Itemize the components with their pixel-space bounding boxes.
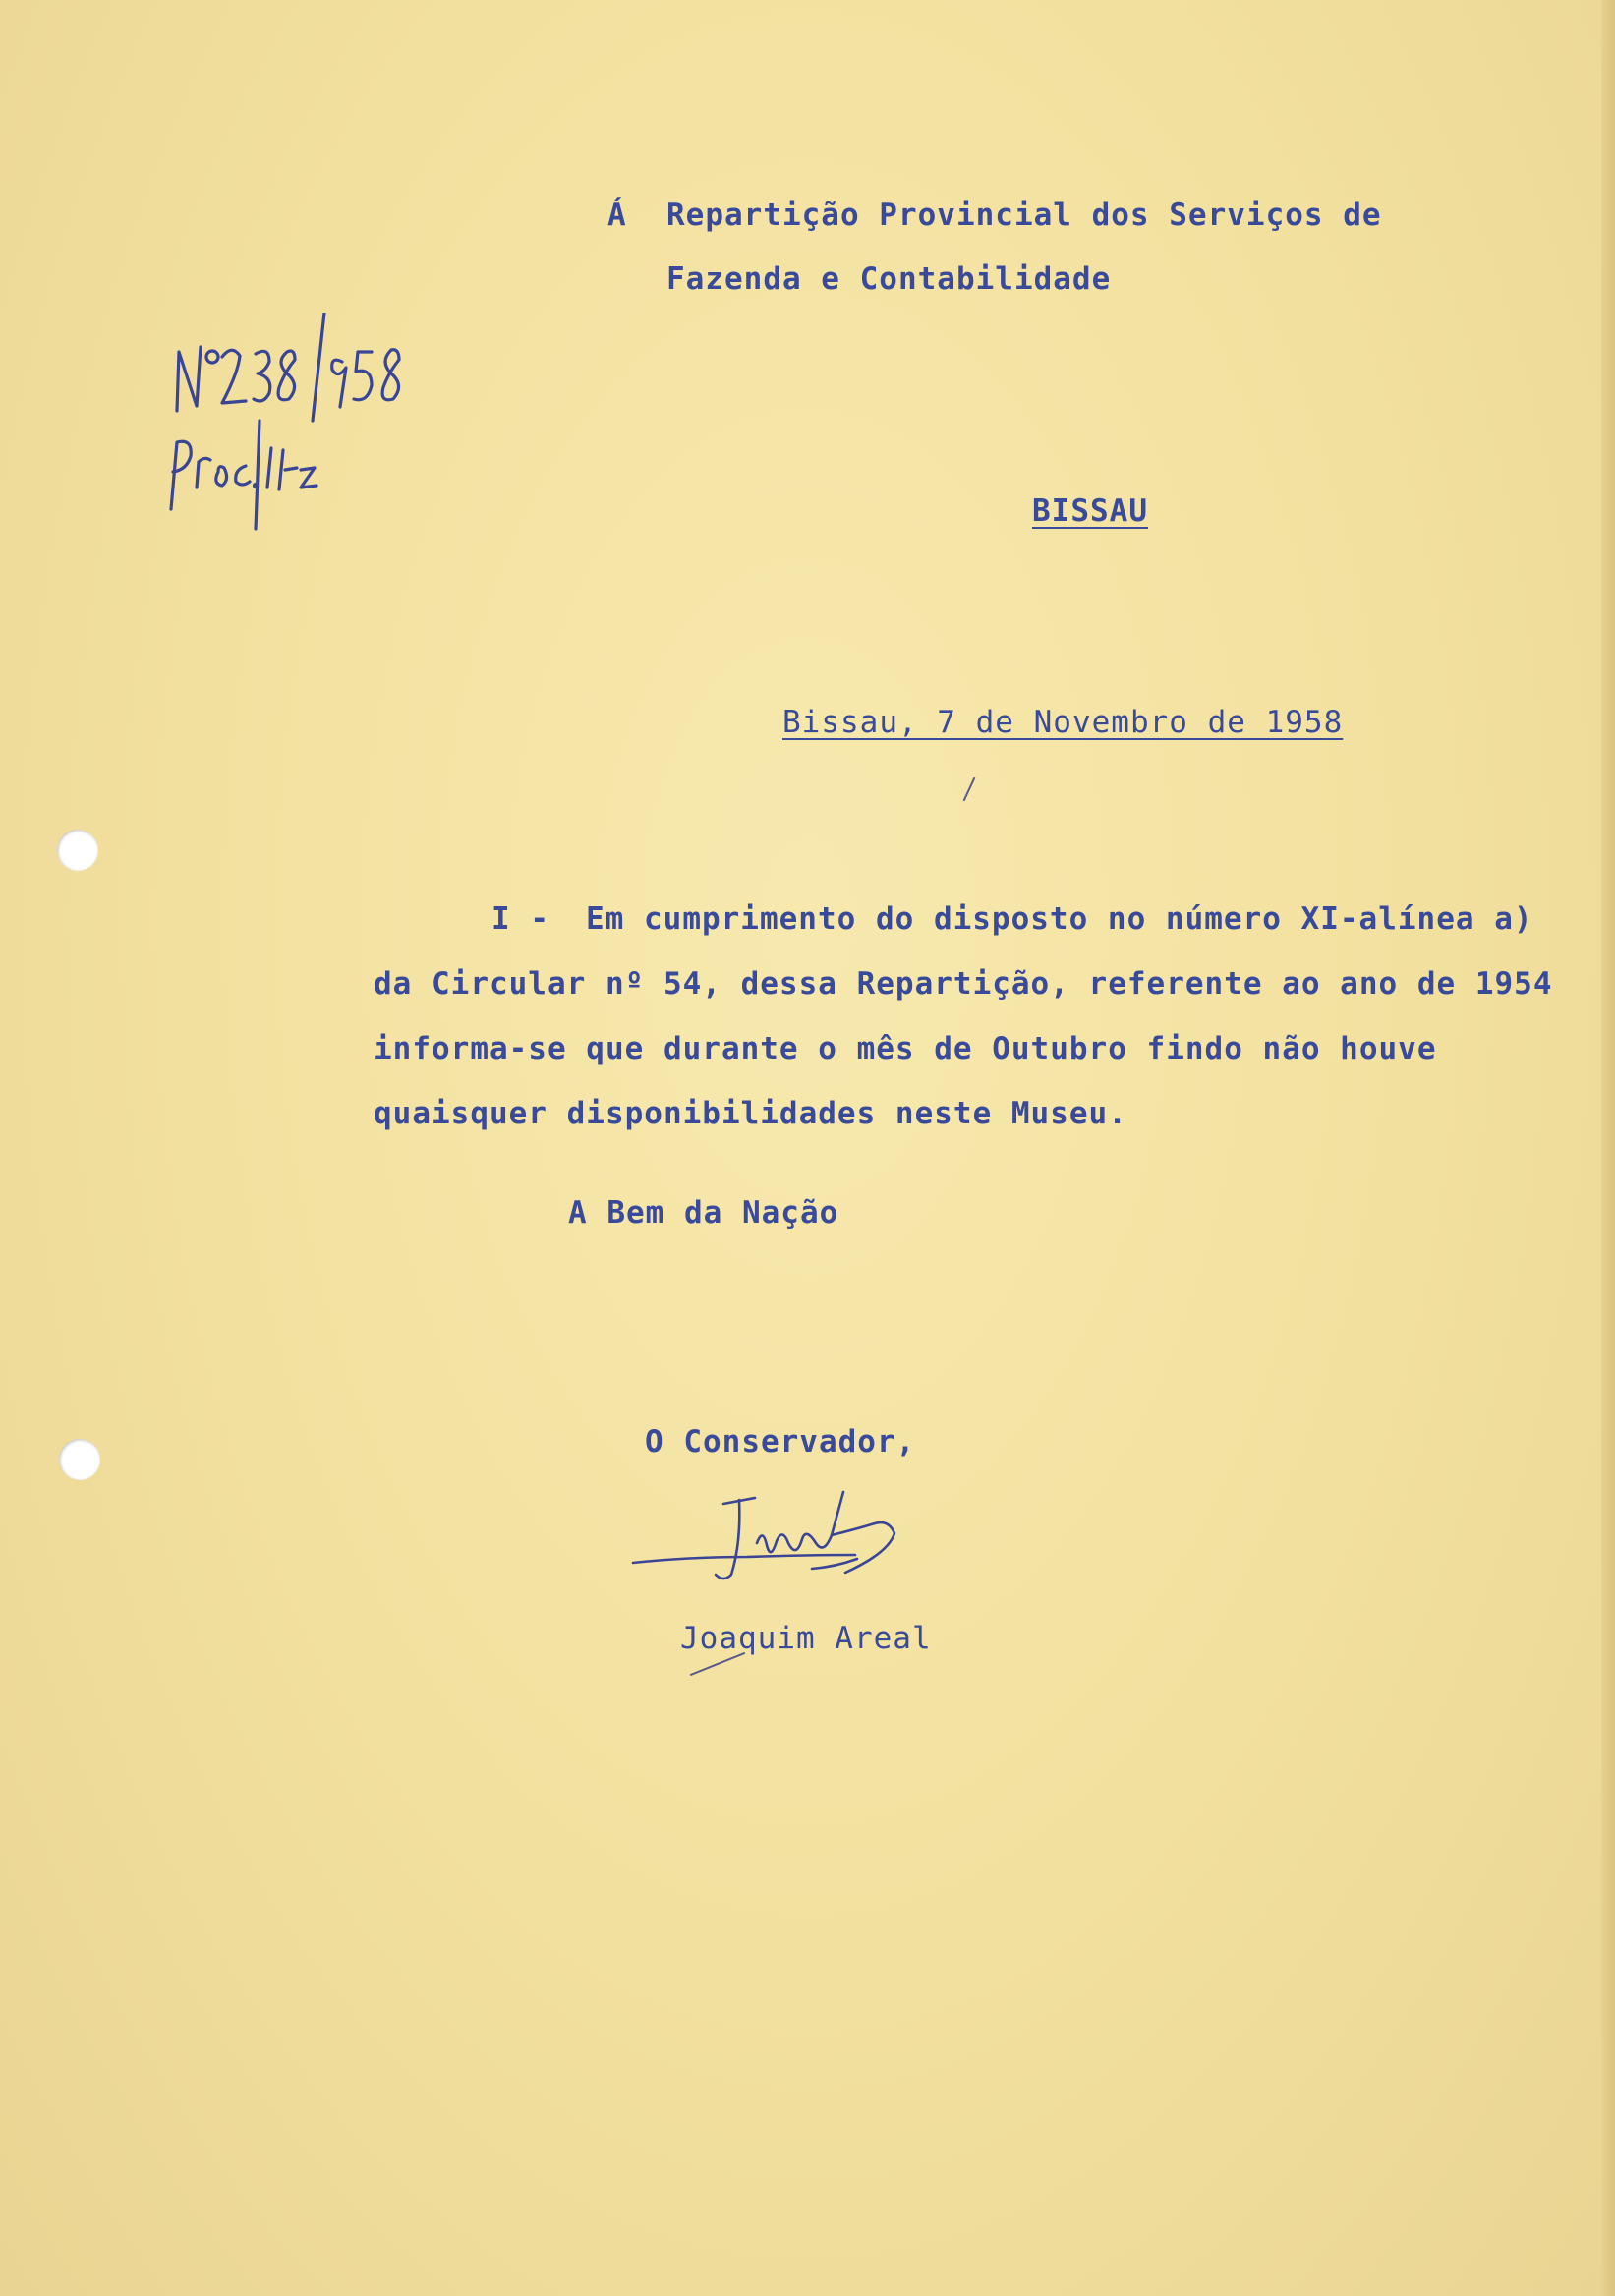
stray-pen-mark bbox=[963, 777, 976, 801]
closing-salutation: A Bem da Nação bbox=[568, 1195, 839, 1231]
addressee-line-1: Repartição Provincial dos Serviços de bbox=[666, 198, 1382, 233]
signatory-name: Joaquim Areal bbox=[680, 1621, 932, 1656]
city-heading: BISSAU bbox=[1032, 493, 1148, 529]
section-marker: I - bbox=[491, 901, 549, 937]
body-line-4: quaisquer disponibilidades neste Museu. bbox=[374, 1096, 1127, 1131]
handwritten-reference-note bbox=[157, 313, 433, 548]
page-edge bbox=[1601, 0, 1615, 2296]
punch-hole-top bbox=[57, 830, 98, 871]
date-line: Bissau, 7 de Novembro de 1958 bbox=[782, 705, 1344, 740]
addressee-line-2: Fazenda e Contabilidade bbox=[666, 261, 1112, 297]
body-line-2: da Circular nº 54, dessa Repartição, referente ao ano de 1954 bbox=[374, 966, 1553, 1002]
body-line-1: Em cumprimento do disposto no número XI-alínea a) bbox=[586, 901, 1533, 937]
handwritten-signature bbox=[629, 1484, 953, 1592]
punch-hole-bottom bbox=[59, 1439, 100, 1480]
body-line-3: informa-se que durante o mês de Outubro findo não houve bbox=[374, 1031, 1437, 1066]
signatory-title: O Conservador, bbox=[645, 1424, 916, 1460]
addressee-prefix: Á bbox=[607, 198, 627, 233]
